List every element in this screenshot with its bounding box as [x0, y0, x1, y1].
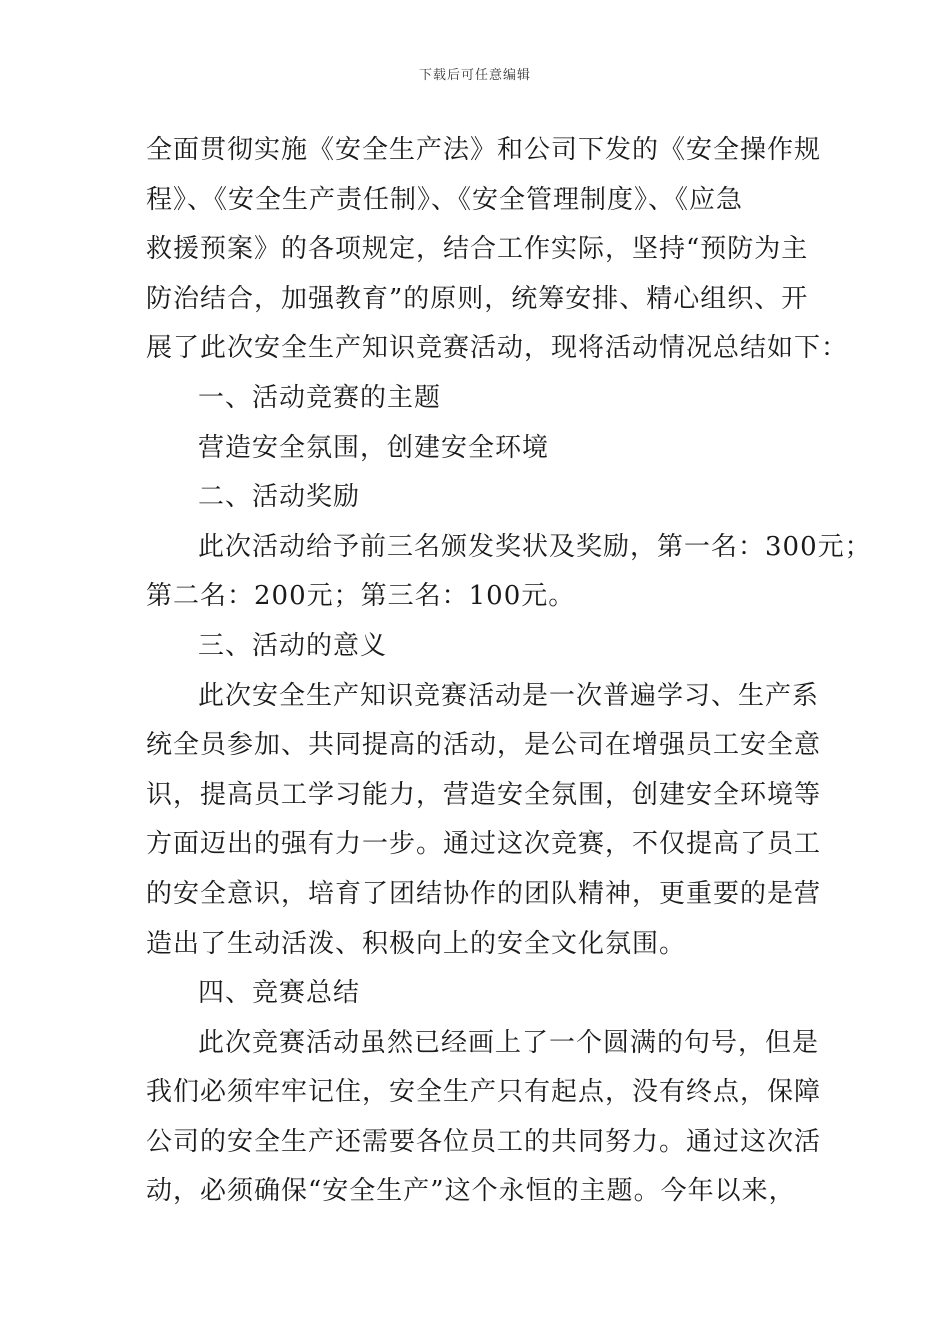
- text-line: 此次活动给予前三名颁发奖状及奖励，第一名：300元；: [198, 531, 872, 562]
- text-line: 识，提高员工学习能力，营造安全氛围，创建安全环境等: [146, 779, 822, 810]
- section-heading-significance: 三、活动的意义: [198, 630, 388, 661]
- text-line: 第二名：200元；第三名：100元。: [146, 581, 576, 612]
- text-line: 营造安全氛围，创建安全环境: [198, 432, 550, 463]
- text-line: 方面迈出的强有力一步。通过这次竞赛，不仅提高了员工: [146, 829, 822, 860]
- section-heading-summary: 四、竞赛总结: [198, 978, 361, 1009]
- text-line: 动，必须确保“安全生产”这个永恒的主题。今年以来，: [146, 1176, 796, 1207]
- text-line: 造出了生动活泼、积极向上的安全文化氛围。: [146, 928, 687, 959]
- text-line: 的安全意识，培育了团结协作的团队精神，更重要的是营: [146, 878, 822, 909]
- text-line: 此次安全生产知识竞赛活动是一次普遍学习、生产系: [198, 680, 820, 711]
- text-line: 防治结合，加强教育”的原则，统筹安排、精心组织、开: [146, 283, 809, 314]
- section-heading-theme: 一、活动竞赛的主题: [198, 382, 442, 413]
- document-body: [146, 126, 872, 1217]
- section-heading-reward: 二、活动奖励: [198, 482, 361, 513]
- text-line: 展了此次安全生产知识竞赛活动，现将活动情况总结如下：: [146, 333, 849, 364]
- text-line: 统全员参加、共同提高的活动，是公司在增强员工安全意: [146, 730, 822, 761]
- text-line: 我们必须牢牢记住，安全生产只有起点，没有终点，保障: [146, 1077, 822, 1108]
- text-line: 此次竞赛活动虽然已经画上了一个圆满的句号，但是: [198, 1027, 820, 1058]
- text-line: 程》、《安全生产责任制》、《安全管理制度》、《应急: [146, 184, 744, 215]
- text-line: 公司的安全生产还需要各位员工的共同努力。通过这次活: [146, 1126, 822, 1157]
- text-line: 救援预案》的各项规定，结合工作实际，坚持“预防为主: [146, 234, 809, 265]
- page-header: 下载后可任意编辑: [418, 68, 531, 83]
- text-line: 全面贯彻实施《安全生产法》和公司下发的《安全操作规: [146, 135, 822, 165]
